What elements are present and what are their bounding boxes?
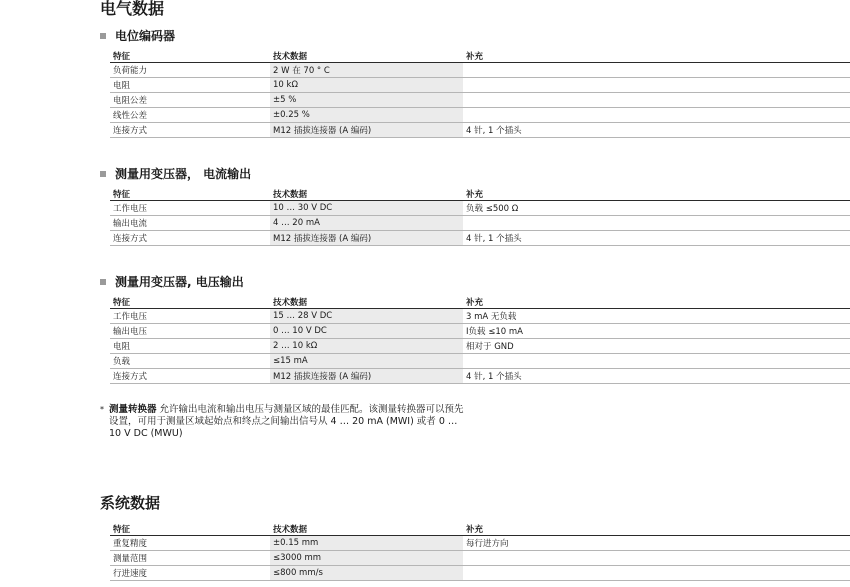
cell-supplement [463, 354, 850, 369]
section-bullet-icon [100, 171, 106, 177]
header-supplement: 补充 [463, 295, 850, 309]
header-supplement: 补充 [463, 49, 850, 63]
table-row [110, 324, 850, 339]
cell-technical-data: 4 … 20 mA [270, 216, 463, 231]
table-row [110, 78, 850, 93]
cell-technical-data: M12 插拔连接器 (A 编码) [270, 369, 463, 384]
cell-supplement: 相对于 GND [463, 339, 850, 354]
cell-feature: 测量范围 [110, 551, 270, 566]
table-row [110, 369, 850, 384]
section-title-text: 测量用变压器， 电流输出 [115, 167, 252, 181]
cell-supplement: 4 针, 1 个插头 [463, 123, 850, 138]
cell-feature: 连接方式 [110, 231, 270, 246]
cell-technical-data: ±0.25 % [270, 108, 463, 123]
table-row [110, 536, 850, 551]
cell-feature: 输出电压 [110, 324, 270, 339]
header-supplement: 补充 [463, 187, 850, 201]
cell-technical-data: 2 W 在 70 ° C [270, 63, 463, 78]
cell-technical-data: 10 kΩ [270, 78, 463, 93]
cell-technical-data: 0 … 10 V DC [270, 324, 463, 339]
header-feature: 特征 [110, 295, 270, 309]
cell-technical-data: ≤3000 mm [270, 551, 463, 566]
system-data-title: 系统数据 [100, 494, 161, 512]
cell-supplement: 4 针, 1 个插头 [463, 231, 850, 246]
table-row [110, 108, 850, 123]
cell-technical-data: ±5 % [270, 93, 463, 108]
cell-feature: 电阻 [110, 339, 270, 354]
current-transducer-table [110, 187, 850, 246]
footnote-term: 测量转换器 [109, 404, 157, 415]
page-title: 电气数据 [100, 0, 165, 18]
cell-supplement [463, 93, 850, 108]
cell-feature: 连接方式 [110, 123, 270, 138]
cell-feature: 负载 [110, 354, 270, 369]
cell-feature: 线性公差 [110, 108, 270, 123]
cell-supplement [463, 566, 850, 581]
cell-supplement: 每行进方向 [463, 536, 850, 551]
cell-technical-data: M12 插拔连接器 (A 编码) [270, 231, 463, 246]
table-header-row [110, 295, 850, 309]
header-technical-data: 技术数据 [270, 522, 463, 536]
footnote-marker: * [100, 405, 104, 414]
cell-feature: 连接方式 [110, 369, 270, 384]
cell-supplement: I负载 ≤10 mA [463, 324, 850, 339]
table-row [110, 354, 850, 369]
table-row [110, 339, 850, 354]
section-bullet-icon [100, 33, 106, 39]
section-title-text: 测量用变压器, 电压输出 [115, 275, 244, 289]
table-row [110, 309, 850, 324]
table-row [110, 201, 850, 216]
section-title-voltage-transducer [100, 273, 244, 290]
footnote-body: 允许输出电流和输出电压与测量区域的最佳匹配。该测量转换器可以预先设置，可用于测量区域起始点和终点之间输出信号从 4 … 20 mA (MWI) 或者 0 … 10 V DC (MWU) [109, 404, 464, 439]
cell-supplement [463, 551, 850, 566]
cell-feature: 电阻公差 [110, 93, 270, 108]
cell-supplement [463, 63, 850, 78]
header-feature: 特征 [110, 49, 270, 63]
cell-feature: 负荷能力 [110, 63, 270, 78]
cell-supplement: 4 针, 1 个插头 [463, 369, 850, 384]
footnote-text [109, 404, 470, 440]
header-technical-data: 技术数据 [270, 295, 463, 309]
header-technical-data: 技术数据 [270, 187, 463, 201]
section-title-potentiometer [100, 27, 175, 44]
potentiometer-table [110, 49, 850, 138]
section-title-text: 电位编码器 [115, 29, 176, 43]
section-bullet-icon [100, 279, 106, 285]
cell-technical-data: 2 … 10 kΩ [270, 339, 463, 354]
cell-feature: 工作电压 [110, 309, 270, 324]
cell-supplement: 负载 ≤500 Ω [463, 201, 850, 216]
header-technical-data: 技术数据 [270, 49, 463, 63]
header-feature: 特征 [110, 187, 270, 201]
system-data-table [110, 522, 850, 581]
table-row [110, 231, 850, 246]
table-row [110, 93, 850, 108]
cell-supplement [463, 216, 850, 231]
table-row [110, 63, 850, 78]
table-row [110, 551, 850, 566]
cell-technical-data: ±0.15 mm [270, 536, 463, 551]
table-header-row [110, 49, 850, 63]
cell-feature: 电阻 [110, 78, 270, 93]
cell-feature: 重复精度 [110, 536, 270, 551]
cell-supplement [463, 78, 850, 93]
header-supplement: 补充 [463, 522, 850, 536]
voltage-transducer-table [110, 295, 850, 384]
table-header-row [110, 187, 850, 201]
cell-feature: 行进速度 [110, 566, 270, 581]
transducer-footnote [100, 404, 470, 440]
section-title-current-transducer [100, 165, 251, 182]
cell-technical-data: ≤800 mm/s [270, 566, 463, 581]
cell-supplement: 3 mA 无负载 [463, 309, 850, 324]
cell-technical-data: M12 插拔连接器 (A 编码) [270, 123, 463, 138]
table-row [110, 566, 850, 581]
table-row [110, 123, 850, 138]
table-header-row [110, 522, 850, 536]
cell-technical-data: 10 … 30 V DC [270, 201, 463, 216]
cell-technical-data: ≤15 mA [270, 354, 463, 369]
header-feature: 特征 [110, 522, 270, 536]
table-row [110, 216, 850, 231]
cell-supplement [463, 108, 850, 123]
cell-technical-data: 15 … 28 V DC [270, 309, 463, 324]
cell-feature: 输出电流 [110, 216, 270, 231]
cell-feature: 工作电压 [110, 201, 270, 216]
